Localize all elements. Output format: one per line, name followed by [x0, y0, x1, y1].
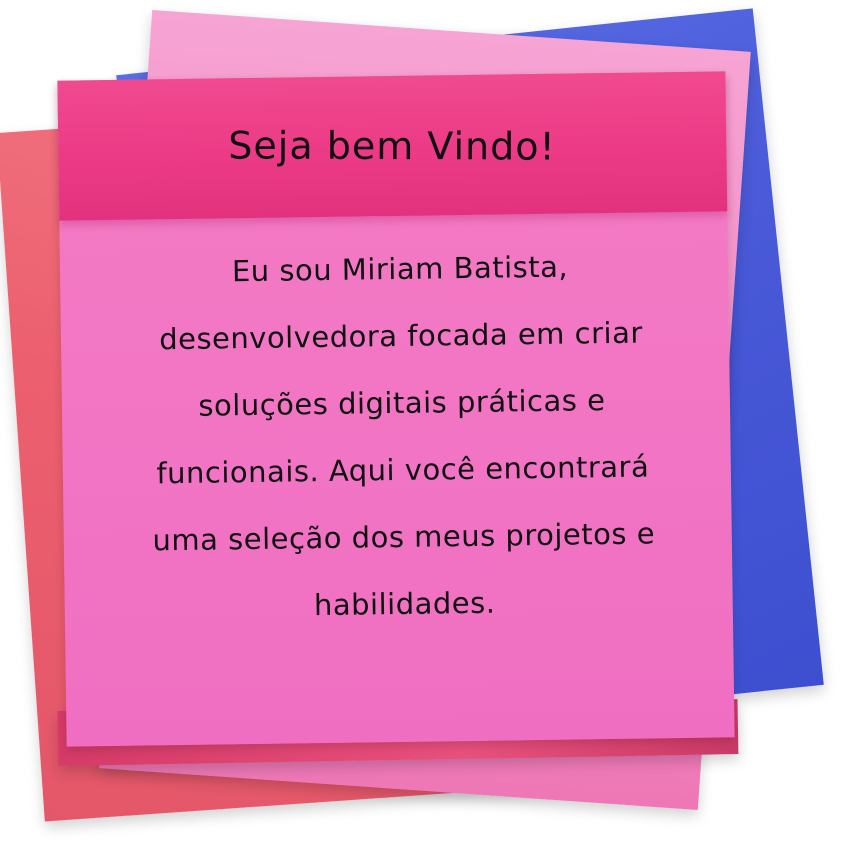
- note-header: [57, 71, 727, 220]
- main-sticky-note: [57, 71, 734, 746]
- intro-message: Eu sou Miriam Batista, desenvolvedora focada em criar soluções digitais práticas e funcionais. Aqui você encontrará uma seleção dos meus projetos e habilidades.: [152, 249, 656, 623]
- welcome-title: Seja bem Vindo!: [228, 123, 557, 169]
